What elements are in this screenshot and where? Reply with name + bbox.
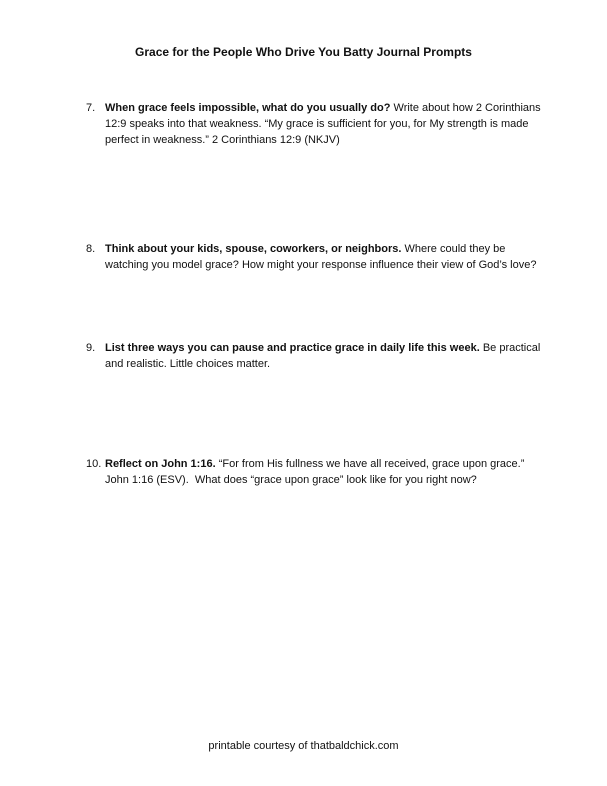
- prompt-text: [105, 456, 541, 488]
- prompt-body: Where could they be watching you model grace? How might your response influence their view of God’s love?: [105, 243, 537, 271]
- prompt-number: 7.: [86, 102, 96, 114]
- prompt-text: [105, 100, 544, 148]
- prompt-lead: When grace feels impossible, what do you usually do?: [105, 102, 391, 114]
- prompt-body: “For from His fullness we have all received, grace upon grace.” John 1:16 (ESV). What does “grace upon grace” look like for you right now?: [105, 458, 528, 486]
- prompt-text: [105, 340, 544, 372]
- prompt-number: 10.: [86, 458, 102, 470]
- prompt-number: 8.: [86, 243, 96, 255]
- prompt-lead: Think about your kids, spouse, coworkers, or neighbors.: [105, 243, 402, 255]
- prompt-body: Be practical and realistic. Little choices matter.: [105, 342, 544, 370]
- prompt-lead: List three ways you can pause and practice grace in daily life this week.: [105, 342, 480, 354]
- journal-prompt-10: [86, 456, 541, 488]
- page-title: Grace for the People Who Drive You Batty Journal Prompts: [135, 45, 472, 59]
- prompt-number: 9.: [86, 342, 96, 354]
- journal-prompt-7: [86, 100, 544, 148]
- prompt-body: Write about how 2 Corinthians 12:9 speaks into that weakness. “My grace is sufficient for you, for My strength is made perfect in weakness.” 2 Corinthians 12:9 (NKJV): [105, 102, 544, 146]
- journal-prompt-9: [86, 340, 544, 372]
- footer-credit: printable courtesy of thatbaldchick.com: [208, 740, 399, 752]
- prompt-text: [105, 241, 541, 273]
- journal-prompt-8: [86, 241, 541, 273]
- prompt-lead: Reflect on John 1:16.: [105, 458, 216, 470]
